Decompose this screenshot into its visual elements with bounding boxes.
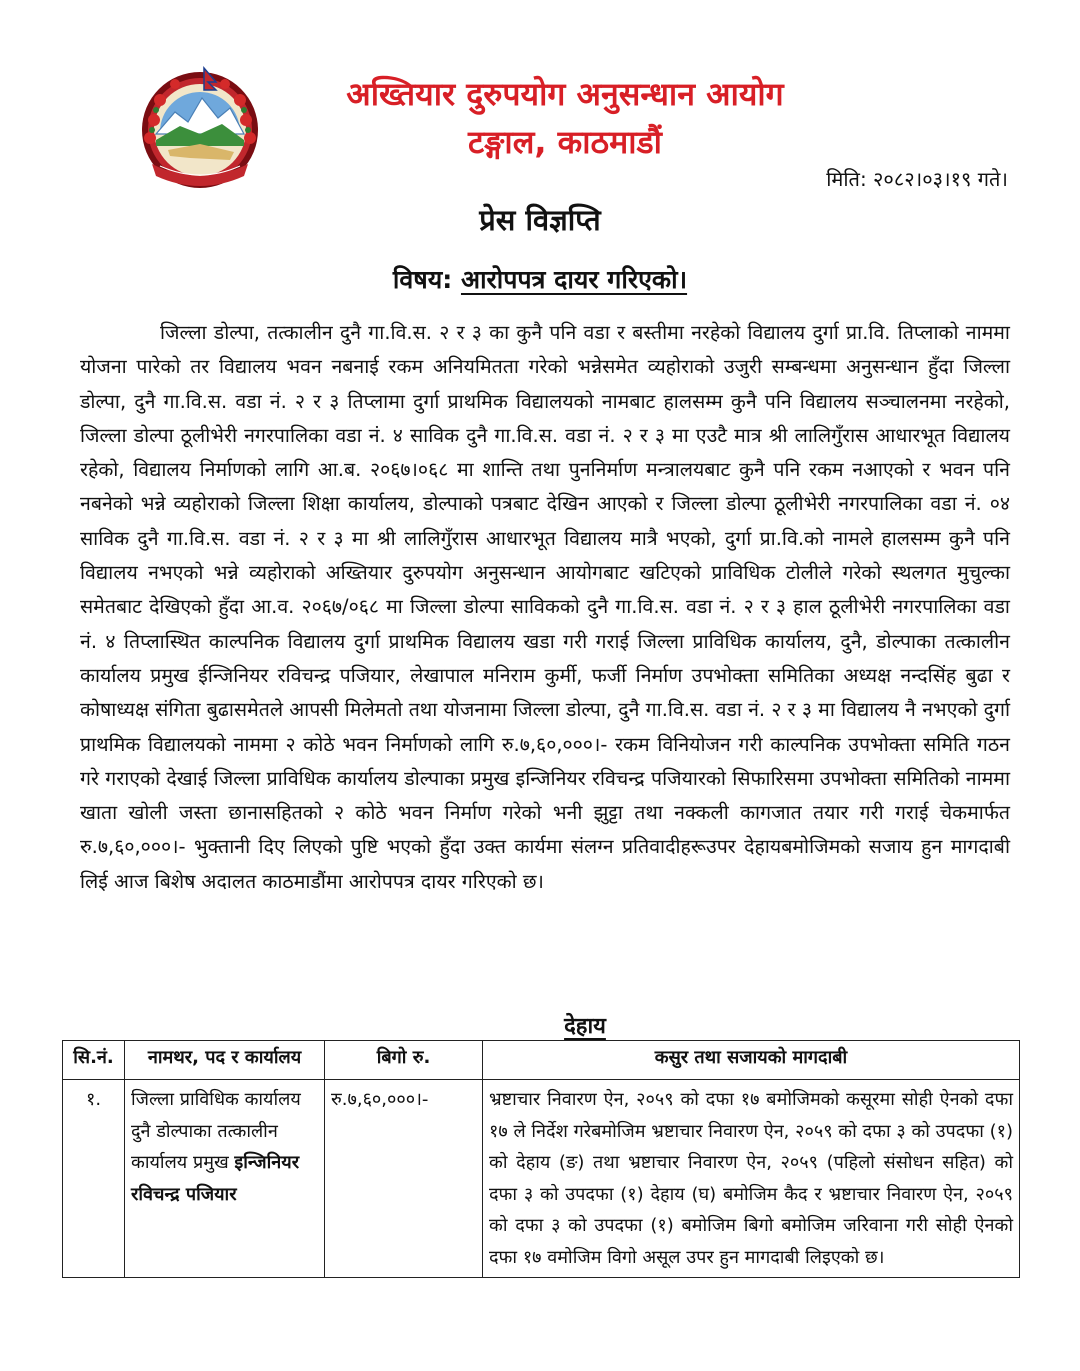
row-amount: रु.७,६०,०००।- xyxy=(325,1080,483,1278)
subject-label: विषय: xyxy=(392,265,453,294)
row-charge: भ्रष्टाचार निवारण ऐन, २०५९ को दफा १७ बमोजिमको कसूरमा सोही ऐनको दफा १७ ले निर्देश गरेबमोजिम भ्रष्टाचार निवारण ऐन, २०५९ को दफा ३ को उपदफा (१) को देहाय (ङ) तथा भ्रष्टाचार निवारण ऐन, २०५९ (पहिलो संसोधन सहित) को दफा ३ को उपदफा (१) देहाय (घ) बमोजिम कैद र भ्रष्टाचार निवारण ऐन, २०५९ को दफा ३ को उपदफा (१) बमोजिम बिगो बमोजिम जरिवाना गरी सोही ऐनको दफा १७ वमोजिम विगो असूल उपर हुन मागदाबी लिइएको छ। xyxy=(483,1080,1020,1278)
row-serial: १. xyxy=(63,1080,125,1278)
table-row xyxy=(63,1080,1020,1278)
org-name: अख्तियार दुरुपयोग अनुसन्धान आयोग xyxy=(346,75,784,113)
body-paragraph: जिल्ला डोल्पा, तत्कालीन दुनै गा.वि.स. २ र ३ का कुनै पनि वडा र बस्तीमा नरहेको विद्यालय दुर्गा प्रा.वि. तिप्लाको नाममा योजना पारेको तर विद्यालय भवन नबनाई रकम अनियमितता गरेको भन्नेसमेत व्यहोराको उजुरी सम्बन्धमा अनुसन्धान हुँदा जिल्ला डोल्पा, दुनै गा.वि.स. वडा नं. २ र ३ तिप्लामा दुर्गा प्राथमिक विद्यालयको नामबाट हालसम्म कुनै पनि विद्यालय सञ्चालनमा नरहेको, जिल्ला डोल्पा ठूलीभेरी नगरपालिका वडा नं. ४ साविक दुनै गा.वि.स. वडा नं. २ र ३ मा एउटै मात्र श्री लालिगुँरास आधारभूत विद्यालय रहेको, विद्यालय निर्माणको लागि आ.ब. २०६७।०६८ मा शान्ति तथा पुननिर्माण मन्त्रालयबाट कुनै पनि रकम नआएको र भवन पनि नबनेको भन्ने व्यहोराको जिल्ला शिक्षा कार्यालय, डोल्पाको पत्रबाट देखिन आएको र जिल्ला डोल्पा ठूलीभेरी नगरपालिका वडा नं. ०४ साविक दुनै गा.वि.स. वडा नं. २ र ३ मा श्री लालिगुँरास आधारभूत विद्यालय मात्रै भएको, दुर्गा प्रा.वि.को नामले हालसम्म कुनै पनि विद्यालय नभएको भन्ने व्यहोराको अख्तियार दुरुपयोग अनुसन्धान आयोगबाट खटिएको प्राविधिक टोलीले गरेको स्थलगत मुचुल्का समेतबाट देखिएको हुँदा आ.व. २०६७/०६८ मा जिल्ला डोल्पा साविकको दुनै गा.वि.स. वडा नं. २ र ३ हाल ठूलीभेरी नगरपालिका वडा नं. ४ तिप्लास्थित काल्पनिक विद्यालय दुर्गा प्राथमिक विद्यालय खडा गरी गराई जिल्ला प्राविधिक कार्यालय, दुनै, डोल्पाका तत्कालीन कार्यालय प्रमुख ईन्जिनियर रविचन्द्र पजियार, लेखापाल मनिराम कुर्मी, फर्जी निर्माण उपभोक्ता समितिका अध्यक्ष नन्दसिंह बुढा र कोषाध्यक्ष संगिता बुढासमेतले आपसी मिलेमतो तथा योजनामा जिल्ला डोल्पा, दुनै गा.वि.स. वडा नं. २ र ३ मा विद्यालय नै नभएको दुर्गा प्राथमिक विद्यालयको नाममा २ कोठे भवन निर्माणको लागि रु.७,६०,०००।- रकम विनियोजन गरी काल्पनिक उपभोक्ता समिति गठन गरे गराएको देखाई जिल्ला प्राविधिक कार्यालय डोल्पाका प्रमुख इन्जिनियर रविचन्द्र पजियारको सिफारिसमा उपभोक्ता समितिको नाममा खाता खोली जस्ता छानासहितको २ कोठे भवन निर्माण गरेको भनी झुट्टा तथा नक्कली कागजात तयार गरी गराई चेकमार्फत रु.७,६०,०००।- भुक्तानी दिए लिएको पुष्टि भएको हुँदा उक्त कार्यमा संलग्न प्रतिवादीहरूउपर देहायबमोजिमको सजाय हुन मागदाबी लिई आज बिशेष अदालत काठमाडौंमा आरोपपत्र दायर गरिएको छ। xyxy=(80,321,1010,893)
row-name xyxy=(125,1080,325,1278)
row-name-text: जिल्ला प्राविधिक कार्यालय दुनै डोल्पाका तत्कालीन कार्यालय प्रमुख xyxy=(131,1089,301,1173)
row-name-bold: इन्जिनियर रविचन्द्र पजियार xyxy=(131,1152,300,1205)
header-charge: कसुर तथा सजायको मागदाबी xyxy=(483,1041,1020,1080)
header-name: नामथर, पद र कार्यालय xyxy=(125,1041,325,1080)
header-amount: बिगो रु. xyxy=(325,1041,483,1080)
document-date: मिति: २०८२।०३।१९ गते। xyxy=(826,167,1008,191)
header-serial: सि.नं. xyxy=(63,1041,125,1080)
table-header-row xyxy=(63,1041,1020,1080)
subject-text: आरोपपत्र दायर गरिएको। xyxy=(460,265,688,294)
nepal-emblem-icon xyxy=(130,60,270,195)
accused-table xyxy=(62,1040,1020,1278)
table-caption: देहाय xyxy=(564,1014,606,1039)
org-location: टङ्गाल, काठमाडौं xyxy=(468,123,662,161)
subject-line xyxy=(0,262,1080,296)
document-type: प्रेस विज्ञप्ति xyxy=(479,203,601,237)
